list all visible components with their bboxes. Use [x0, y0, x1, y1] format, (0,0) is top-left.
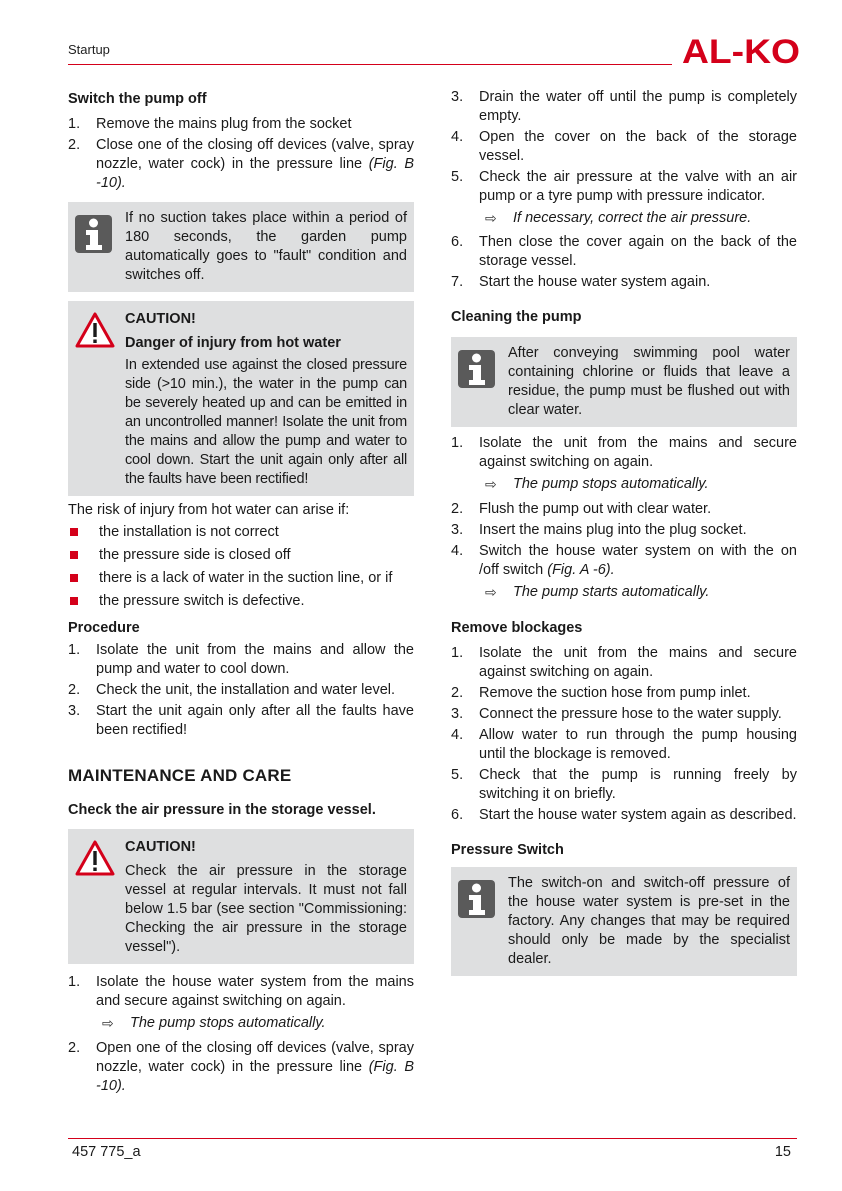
list-item: 1. Isolate the unit from the mains and secure against switching on again. [451, 645, 797, 680]
result-arrow-icon: ⇨ [485, 210, 497, 226]
caution-text: Check the air pressure in the storage vessel at regular intervals. It must not fall below 1.5 bar (see section "Commissioning: Checking the air pressure in the storage vessel"). [125, 863, 407, 955]
warning-triangle-icon [75, 312, 115, 348]
bullet-square-icon [70, 574, 78, 582]
blockages-heading: Remove blockages [451, 620, 583, 636]
list-item: 2. Flush the pump out with clear water. [451, 501, 712, 517]
figure-reference: (Fig. B -10). [96, 156, 414, 191]
footer-rule [68, 1138, 797, 1139]
list-item: the pressure side is closed off [68, 546, 414, 565]
document-number: 457 775_a [72, 1144, 141, 1160]
risk-list [68, 523, 414, 611]
procedure-steps [68, 641, 414, 740]
caution-label: CAUTION! [125, 311, 196, 327]
result-arrow-icon: ⇨ [485, 584, 497, 600]
list-item: 1. Isolate the unit from the mains and allow the pump and water to cool down. [68, 642, 414, 677]
right-column [451, 88, 797, 976]
air-pressure-steps-cont [68, 1039, 414, 1096]
result-line: ⇨ If necessary, correct the air pressure. [485, 210, 752, 226]
list-item: 5. Check that the pump is running freely by switching it on briefly. [451, 767, 797, 802]
caution-text: In extended use against the closed pressure side (>10 min.), the water in the pump can be severely heated up and can be emitted in an uncontrolled manner! Isolate the unit from the mains and allow the pump and water to cool down. Start the unit again only after all the faults have been rectified! [125, 357, 407, 487]
page-number: 15 [774, 1144, 791, 1160]
svg-text:AL-KO: AL-KO [682, 33, 800, 67]
switch-off-steps [68, 115, 414, 193]
caution-subtitle: Danger of injury from hot water [125, 335, 341, 351]
procedure-heading: Procedure [68, 620, 140, 636]
result-line: ⇨ The pump stops automatically. [102, 1015, 326, 1031]
list-item: 4. Allow water to run through the pump housing until the blockage is removed. [451, 727, 797, 762]
left-column [68, 88, 414, 1096]
info-icon [458, 880, 495, 918]
bullet-square-icon [70, 551, 78, 559]
maintenance-heading: MAINTENANCE AND CARE [68, 766, 292, 785]
info-text: After conveying swimming pool water containing chlorine or fluids that leave a residue, the pump must be flushed out with clear water. [508, 345, 790, 418]
switch-off-heading: Switch the pump off [68, 91, 207, 107]
list-item: 5. Check the air pressure at the valve with an air pump or a tyre pump with pressure indicator. [451, 169, 797, 204]
cleaning-heading: Cleaning the pump [451, 309, 582, 325]
list-item: 3. Connect the pressure hose to the water supply. [451, 706, 782, 722]
info-icon [458, 350, 495, 388]
list-item: 2. Open one of the closing off devices (valve, spray nozzle, water cock) in the pressure line (Fig. B -10). [68, 1040, 414, 1094]
warning-triangle-icon [75, 840, 115, 876]
caution-box-hot-water [68, 301, 414, 496]
info-text: If no suction takes place within a period of 180 seconds, the garden pump automatically goes to "fault" condition and switches off. [125, 210, 407, 283]
list-item: 1. Isolate the house water system from the mains and secure against switching on again. [68, 974, 414, 1009]
list-item: 2. Check the unit, the installation and water level. [68, 682, 396, 698]
list-item: the installation is not correct [68, 523, 414, 542]
air-pressure-heading: Check the air pressure in the storage vessel. [68, 802, 376, 818]
caution-box-air-pressure [68, 829, 414, 964]
figure-reference: (Fig. A -6). [547, 562, 615, 578]
cleaning-steps-cont [451, 500, 797, 580]
list-item: 2. Remove the suction hose from pump inlet. [451, 685, 751, 701]
list-item: there is a lack of water in the suction line, or if [68, 569, 414, 588]
list-item: 7. Start the house water system again. [451, 274, 711, 290]
info-text: The switch-on and switch-off pressure of the house water system is pre-set in the factory. Any changes that may be required should only be made by the specialist dealer. [508, 875, 790, 967]
result-arrow-icon: ⇨ [485, 476, 497, 492]
air-pressure-steps [68, 973, 414, 1011]
result-line: ⇨ The pump starts automatically. [485, 584, 710, 600]
air-pressure-steps-right-cont [451, 233, 797, 292]
bullet-square-icon [70, 597, 78, 605]
air-pressure-steps-right [451, 88, 797, 206]
figure-reference: (Fig. B -10). [96, 1059, 414, 1094]
header-rule [68, 64, 672, 65]
blockages-steps [451, 644, 797, 825]
list-item: 1. Remove the mains plug from the socket [68, 116, 352, 132]
risk-intro: The risk of injury from hot water can arise if: [68, 502, 350, 518]
list-item: 3. Insert the mains plug into the plug socket. [451, 522, 747, 538]
list-item: the pressure switch is defective. [68, 592, 414, 611]
list-item: 4. Open the cover on the back of the storage vessel. [451, 129, 797, 164]
info-box-cleaning [451, 337, 797, 427]
result-line: ⇨ The pump stops automatically. [485, 476, 709, 492]
info-box-suction [68, 202, 414, 292]
info-icon [75, 215, 112, 253]
bullet-square-icon [70, 528, 78, 536]
list-item: 3. Drain the water off until the pump is completely empty. [451, 89, 797, 124]
result-arrow-icon: ⇨ [102, 1015, 114, 1031]
list-item: 1. Isolate the unit from the mains and secure against switching on again. [451, 435, 797, 470]
alko-logo [682, 33, 800, 67]
info-box-pressure-switch [451, 867, 797, 976]
list-item: 6. Start the house water system again as described. [451, 807, 797, 823]
list-item: 3. Start the unit again only after all the faults have been rectified! [68, 703, 414, 738]
section-title: Startup [68, 42, 110, 57]
cleaning-steps [451, 434, 797, 472]
list-item: 2. Close one of the closing off devices (valve, spray nozzle, water cock) in the pressure line (Fig. B -10). [68, 137, 414, 191]
list-item: 4. Switch the house water system on with the on /off switch (Fig. A -6). [451, 543, 797, 578]
list-item: 6. Then close the cover again on the back of the storage vessel. [451, 234, 797, 269]
pressure-switch-heading: Pressure Switch [451, 842, 564, 858]
caution-label: CAUTION! [125, 839, 196, 855]
